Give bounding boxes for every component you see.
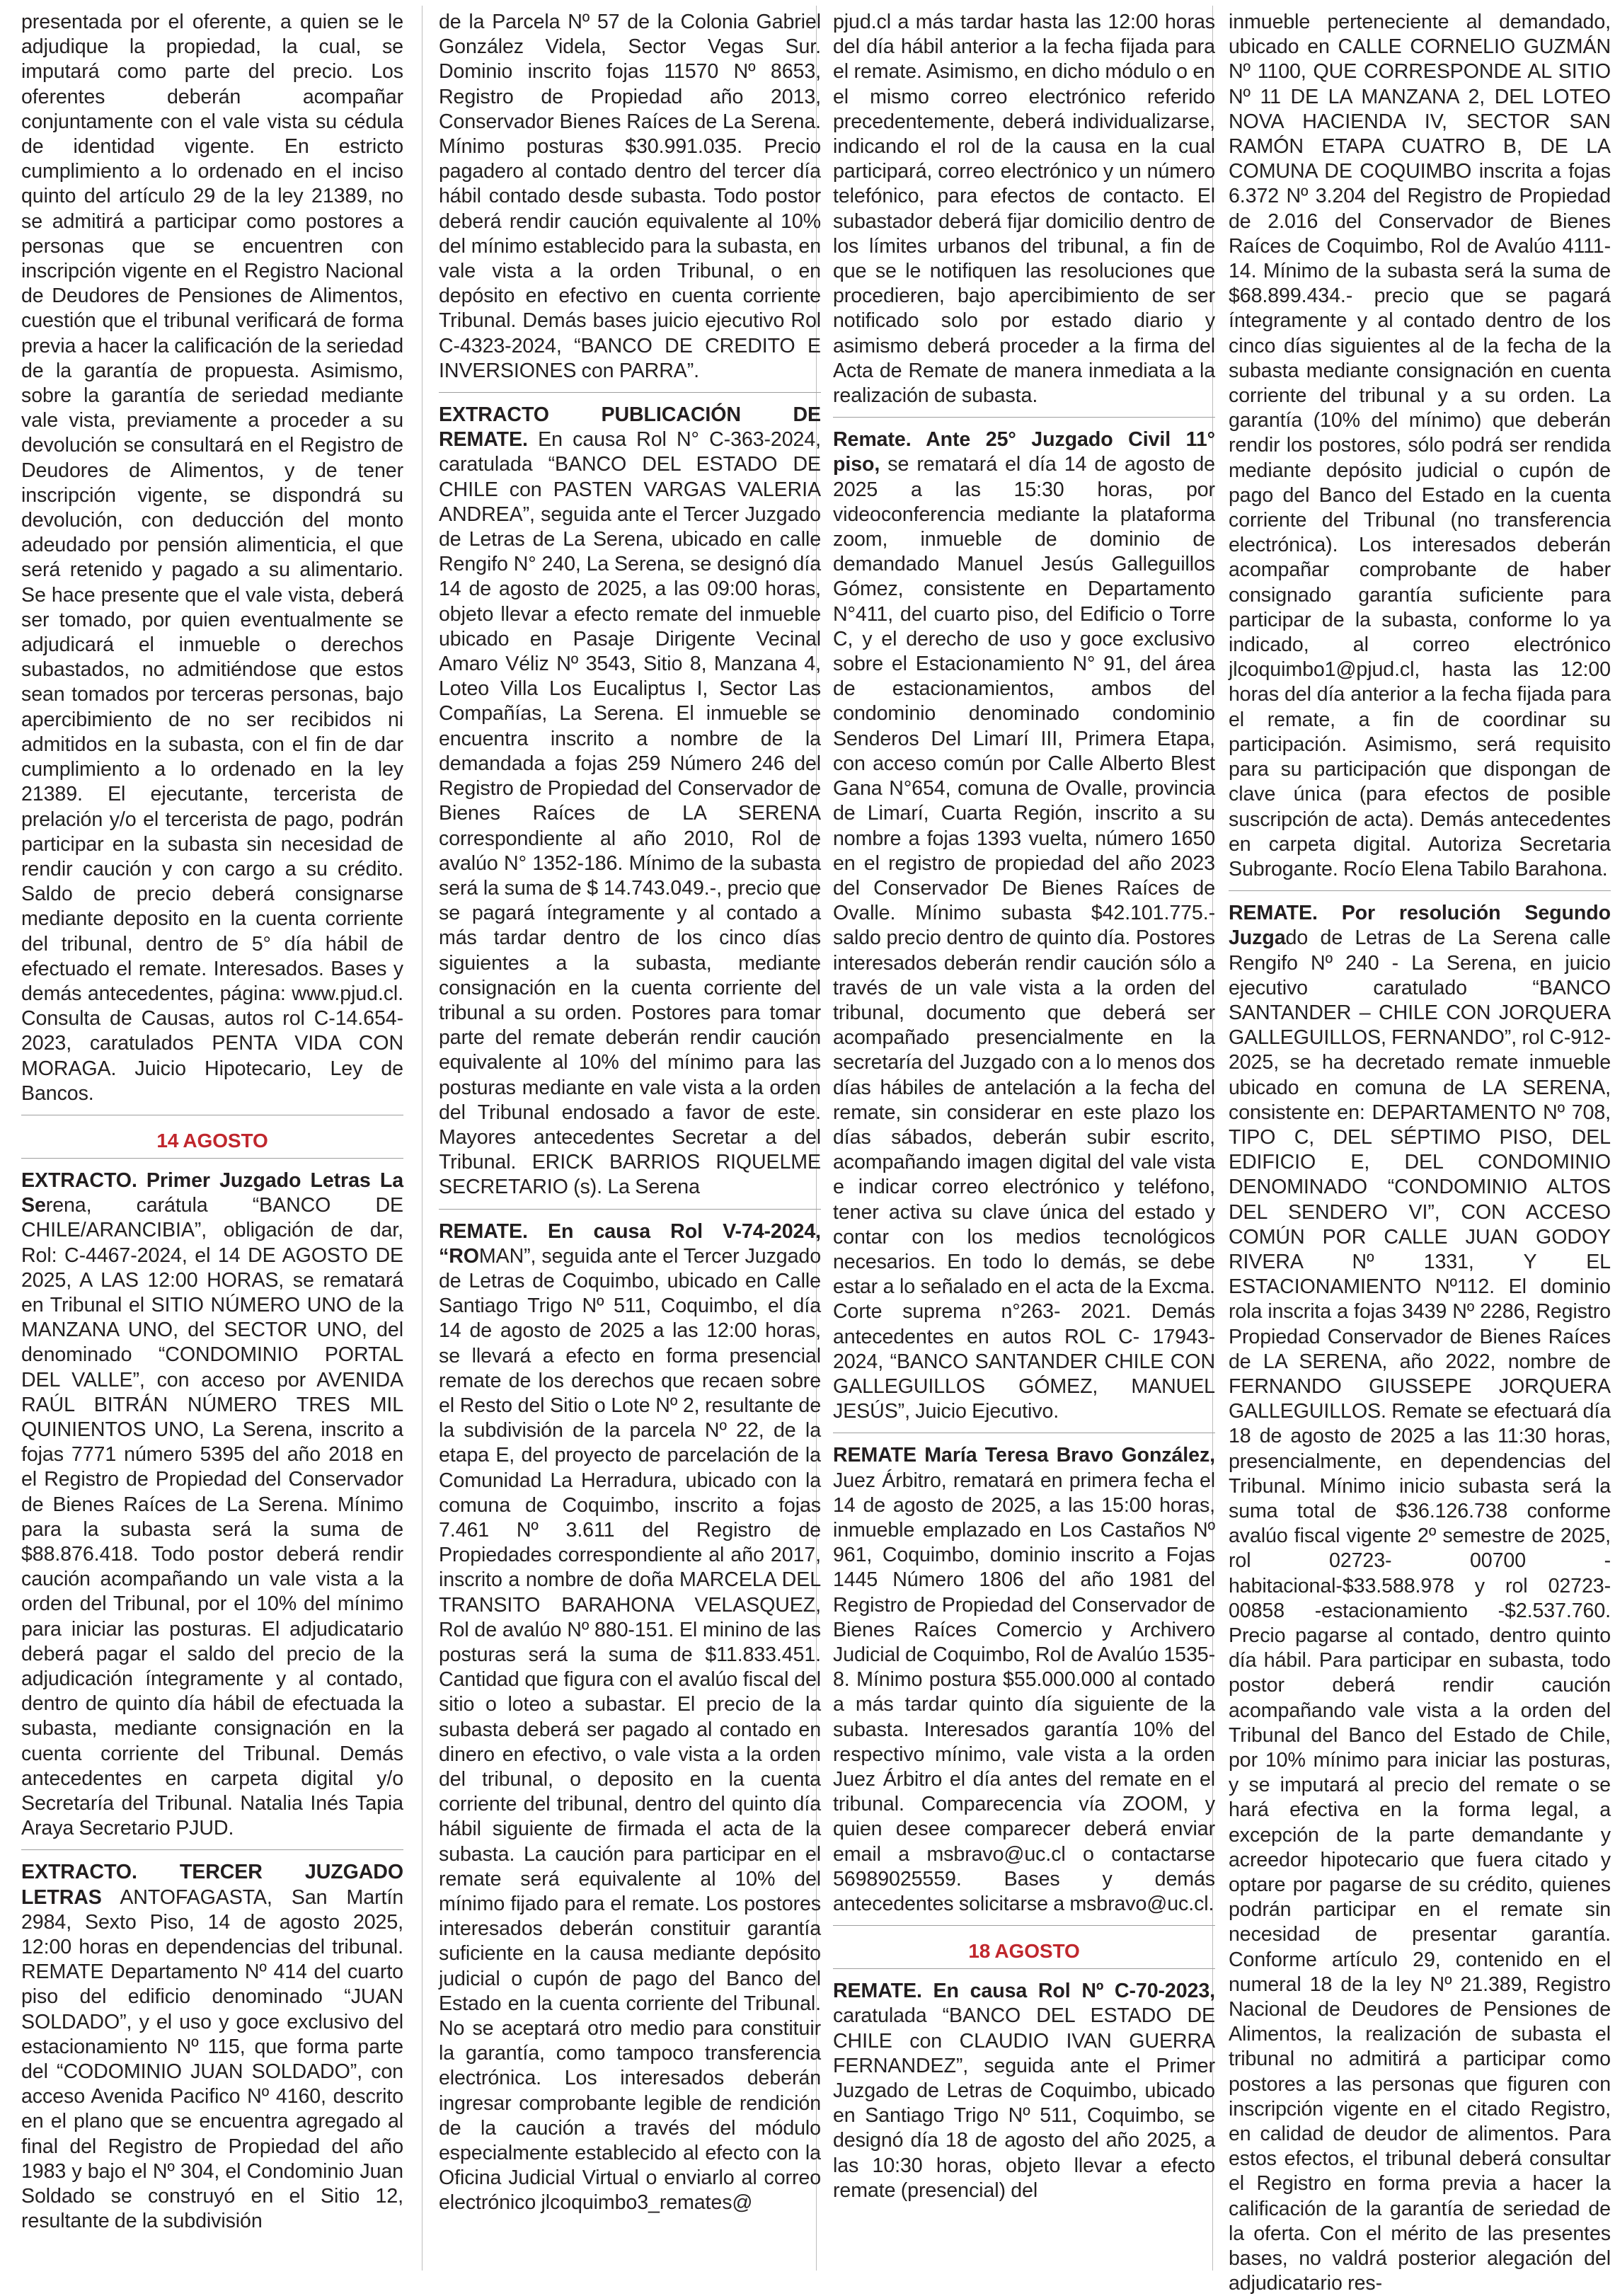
notice-body: rena, carátula “BANCO DE CHILE/ARANCIBIA”, obligación de dar, Rol: C-4467-2024, el 14 DE AGOSTO DE 2025, A LAS 12:00 HORAS, se rematará en Tribunal el SITIO NÚMERO UNO de la MANZANA UNO, del SECTOR UNO, del denominado “CONDOMINIO PORTAL DEL VALLE”, con acceso por AVENIDA RAÚL BITRÁN NÚMERO TRES MIL QUINIENTOS UNO, La Serena, inscrito a fojas 7771 número 5395 del año 2018 en el Registro de Propiedad del Conservador de Bienes Raíces de La Serena. Mínimo para la subasta será la suma de $88.876.418. Todo postor deberá rendir caución acompañando un vale vista a la orden del Tribunal, por el 10% del mínimo para iniciar las posturas. El adjudicatario deberá pagar el saldo del precio de la adjudicación íntegramente y al contado, dentro de quinto día hábil de efectuada la subasta, mediante consignación en la cuenta corriente del Tribunal. Demás antecedentes en carpeta digital y/o Secretaría del Tribunal. Natalia Inés Tapia Araya Secretario PJUD. (21, 1194, 403, 1840)
auction-notice (439, 1219, 821, 2216)
auction-notice (833, 427, 1215, 1424)
date-header: 18 AGOSTO (968, 1940, 1080, 1963)
notice-body: do de Letras de La Serena calle Rengifo Nº 240 - La Serena, en juicio ejecutivo caratulado “BANCO SANTANDER – CHILE CON JORQUERA GALLEGUILLOS, FERNANDO”, rol C-912-2025, se ha decretado remate inmueble ubicado en comuna de LA SERENA, consistente en: DEPARTAMENTO Nº 708, TIPO C, DEL SÉPTIMO PISO, DEL EDIFICIO E, DEL CONDOMINIO DENOMINADO “CONDOMINIO ALTOS DEL SENDERO VI”, CON ACCESO COMÚN POR CALLE JUAN GODOY RIVERA Nº 1331, Y EL ESTACIONAMIENTO Nº112. El dominio rola inscrita a fojas 3439 Nº 2286, Registro Propiedad Conservador de Bienes Raíces de LA SERENA, año 2022, nombre de FERNANDO GIUSSEPE JORQUERA GALLEGUILLOS. Remate se efectuará día 18 de agosto de 2025 a las 11:30 horas, presencialmente, en dependencias del Tribunal. Mínimo inicio subasta será la suma total de $36.126.738 conforme avalúo fiscal vigente 2º semestre de 2025, rol 02723- 00700 -habitacional-$33.588.978 y rol 02723-00858 -estacionamiento -$2.537.760. Precio pagarse al contado, dentro quinto día hábil. Para participar en subasta, todo postor deberá rendir caución acompañando vale vista a la orden del Tribunal del Banco del Estado de Chile, por 10% mínimo para iniciar las posturas, y se imputará al precio del remate o se hará efectiva en la forma legal, a excepción de la parte demandante y acreedor hipotecario que fuera citado y optare por pagarse de su crédito, quienes podrán participar en el remate sin necesidad de presentar garantía. Conforme artículo 29, contenido en el numeral 18 de la ley Nº 21.389, Registro Nacional de Deudores de Pensiones de Alimentos, la realización de subasta el tribunal no admitirá a participar como postores a las personas que figuren con inscripción vigente en el citado Registro, en calidad de deudor de alimentos. Para estos efectos, el tribunal deberá consultar el Registro en forma previa a hacer la calificación de la garantía de seriedad de la oferta. Con el mérito de las presentes bases, no valdrá posterior alegación del adjudicatario res- (1229, 926, 1611, 2295)
notice-heading: REMATE María Teresa Bravo González, (833, 1444, 1215, 1467)
section-rule (833, 417, 1215, 418)
notice-heading: REMATE. En causa Rol V-74-2024, “RO (439, 1219, 821, 1268)
section-rule (21, 1158, 403, 1159)
notice-continuation: presentada por el oferente, a quien se le adjudique la propiedad, la cual, se imputará como parte del precio. Los oferentes deberán acompañar conjuntamente con el vale vista su cédula de identidad vigente. En estricto cumplimiento a lo ordenado en el inciso quinto del artículo 29 de la ley 21389, no se admitirá a participar como postores a personas que se encuentren con inscripción vigente en el Registro Nacional de Deudores de Pensiones de Alimentos, cuestión que el tribunal verificará de forma previa a hacer la calificación de la seriedad de la garantía de propuesta. Asimismo, sobre la garantía de seriedad mediante vale vista, previamente a proceder a su devolución se consultará en el Registro de Deudores de Alimentos, y de tener inscripción vigente, se dispondrá su devolución, con deducción del monto adeudado por pensión alimenticia, el que será retenido y pagado a su alimentario. Se hace presente que el vale vista, deberá ser tomado, por quien eventualmente se adjudicará el inmueble o derechos subastados, no admitiéndose que estos sean tomados por terceras personas, bajo apercibimiento de no ser recibidos ni admitidos en la subasta, con el fin de dar cumplimiento a lo ordenado en la ley 21389. El ejecutante, tercerista de prelación y/o el tercerista de pago, podrán participar en la subasta sin necesidad de rendir caución y con cargo a su crédito. Saldo de precio deberá consignarse mediante deposito en la cuenta corriente del tribunal, dentro de 5° día hábil de efectuado el remate. Interesados. Bases y demás antecedentes, página: www.pjud.cl. Consulta de Causas, autos rol C-14.654-2023, caratulados PENTA VIDA CON MORAGA. Juicio Hipotecario, Ley de Bancos. (21, 11, 403, 1105)
column-2 (439, 10, 821, 2272)
auction-notice (833, 1979, 1215, 2203)
notice-heading: EXTRACTO. Primer Juzgado Letras La Se (21, 1169, 403, 1217)
auction-notice (833, 1443, 1215, 1917)
notice-body: MAN”, seguida ante el Tercer Juzgado de Letras de Coquimbo, ubicado en Calle Santiago Trigo Nº 511, Coquimbo, el día 14 de agosto de 2025 a las 12:00 horas, se llevará a efecto en forma presencial remate de los derechos que recaen sobre el Resto del Sitio o Lote Nº 2, resultante de la subdivisión de la parcela Nº 22, de la etapa E, del proyecto de parcelación de la Comunidad La Herradura, ubicado con la comuna de Coquimbo, inscrito a fojas 7.461 Nº 3.611 del Registro de Propiedades correspondiente al año 2017, inscrito a nombre de doña MARCELA DEL TRANSITO BARAHONA VELASQUEZ, Rol de avalúo Nº 880-151. El minino de las posturas será la suma de $11.833.451. Cantidad que figura con el avalúo fiscal del sitio o loteo a subastar. El precio de la subasta deberá ser pagado al contado en dinero en efectivo, o vale vista a la orden del tribunal, o deposito en la cuenta corriente del tribunal, dentro del quinto día hábil siguiente de firmada el acta de la subasta. La caución para participar en el remate será equivalente al 10% del mínimo fijado para el remate. Los postores interesados deberán constituir garantía suficiente en la causa mediante depósito judicial o cupón de pago del Banco del Estado en la cuenta corriente del Tribunal. No se aceptará otro medio para constituir la garantía, como tampoco transferencia electrónica. Los interesados deberán ingresar comprobante legible de rendición de la caución a través del módulo especialmente establecido al efecto con la Oficina Judicial Virtual o enviarlo al correo electrónico jlcoquimbo3_remates@ (439, 1244, 821, 2215)
column-4 (1229, 10, 1611, 2295)
section-rule (833, 1925, 1215, 1926)
section-rule (439, 1209, 821, 1210)
section-rule (1229, 890, 1611, 891)
notice-heading: Remate. Ante 25° Juzgado Civil 11° piso, (833, 428, 1215, 476)
notice-body: se rematará el día 14 de agosto de 2025 a las 15:30 horas, por videoconferencia mediante la plataforma zoom, inmueble de dominio de demandado Manuel Jesús Galleguillos Gómez, consistente en Departamento N°411, del cuarto piso, del Edificio o Torre C, y el derecho de uso y goce exclusivo sobre el Estacionamiento N° 91, del área de estacionamientos, ambos del condominio denominado condominio Senderos Del Limarí III, Primera Etapa, con acceso común por Calle Alberto Blest Gana N°654, comuna de Ovalle, provincia de Limarí, Cuarta Región, inscrito a su nombre a fojas 1393 vuelta, número 1650 en el registro de propiedad del año 2023 del Conservador De Bienes Raíces de Ovalle. Mínimo subasta $42.101.775.- saldo precio dentro de quinto día. Postores interesados deberán rendir caución sólo a través de un vale vista a la orden del tribunal, documento que deberá ser acompañado presencialmente en la secretaría del Juzgado con a lo menos dos días hábiles de antelación a la fecha del remate, sin considerar en este plazo los días sábados, deberán subir escrito, acompañando imagen digital del vale vista e indicar correo electrónico y teléfono, tener activa su clave única del estado y contar con los medios tecnológicos necesarios. En todo lo demás, se debe estar a lo señalado en el acta de la Excma. Corte suprema n°263- 2021. Demás antecedentes en autos ROL C- 17943-2024, “BANCO SANTANDER CHILE CON GALLEGUILLOS GÓMEZ, MANUEL JESÚS”, Juicio Ejecutivo. (833, 453, 1215, 1423)
notice-continuation: inmueble perteneciente al demandado, ubicado en CALLE CORNELIO GUZMÁN Nº 1100, QUE CORRESPONDE AL SITIO Nº 11 DE LA MANZANA 2, DEL LOTEO NOVA HACIENDA IV, SECTOR SAN RAMÓN ETAPA CUATRO B, DE LA COMUNA DE COQUIMBO inscrita a fojas 6.372 Nº 3.204 del Registro de Propiedad de 2.016 del Conservador de Bienes Raíces de Coquimbo, Rol de Avalúo 4111-14. Mínimo de la subasta será la suma de $68.899.434.- precio que se pagará íntegramente y al contado dentro de los cinco días siguientes al de la fecha de la subasta mediante consignación en cuenta corriente del tribunal y a su orden. La garantía (10% del mínimo) que deberán rendir los postores, sólo podrá ser rendida mediante depósito judicial o cupón de pago del Banco del Estado en la cuenta corriente del Tribunal (no transferencia electrónica). Los interesados deberán acompañar comprobante de haber consignado garantía suficiente para participar de la subasta, conforme lo ya indicado, al correo electrónico jlcoquimbo1@pjud.cl, hasta las 12:00 horas del día anterior a la fecha fijada para el remate, a fin de coordinar su participación. Asimismo, será requisito para su participación que dispongan de clave única (para efectos de posible suscripción de acta). Demás antecedentes en carpeta digital. Autoriza Secretaria Subrogante. Rocío Elena Tabilo Barahona. (1229, 11, 1611, 880)
auction-notice (439, 403, 821, 1200)
date-header: 14 AGOSTO (156, 1129, 268, 1152)
notice-continuation: pjud.cl a más tardar hasta las 12:00 horas del día hábil anterior a la fecha fijada para el remate. Asimismo, en dicho módulo o en el mismo correo electrónico referido precedentemente, deberá individualizarse, indicando el rol de la causa en la cual participará, correo electrónico y un número telefónico, para efectos de contacto. El subastador deberá fijar domicilio dentro de los límites urbanos del tribunal, a fin de que se le notifiquen las resoluciones que procedieren, bajo apercibimiento de ser notificado solo por estado diario y asimismo deberá proceder a la firma del Acta de Remate de manera inmediata a la realización de subasta. (833, 11, 1215, 408)
notice-heading: EXTRACTO. TERCER JUZGADO LETRAS (21, 1861, 403, 1909)
auction-notice (1229, 901, 1611, 2296)
column-3 (833, 10, 1215, 2272)
notice-body: Juez Árbitro, rematará en primera fecha el 14 de agosto de 2025, a las 15:00 horas, inmueble emplazado en Los Castaños Nº 961, Coquimbo, dominio inscrito a Fojas 1445 Número 1806 del año 1981 del Registro de Propiedad del Conservador de Bienes Raíces Comercio y Archivero Judicial de Coquimbo, Rol de Avalúo 1535-8. Mínimo postura $55.000.000 al contado a más tardar quinto día siguiente de la subasta. Interesados garantía 10% del respectivo mínimo, vale vista a la orden Juez Árbitro el día antes del remate en el tribunal. Comparecencia vía ZOOM, y quien desee comparecer deberá enviar email a msbravo@uc.cl o contactarse 56989025559. Bases y demás antecedentes solicitarse a msbravo@uc.cl. (833, 1469, 1215, 1916)
notice-heading: REMATE. En causa Rol Nº C-70-2023, (833, 1980, 1215, 2003)
notice-heading: EXTRACTO PUBLICACIÓN DE REMATE. (439, 403, 821, 452)
section-rule (21, 1849, 403, 1850)
column-divider (422, 6, 423, 2271)
notice-continuation: de la Parcela Nº 57 de la Colonia Gabriel González Videla, Sector Vegas Sur. Dominio inscrito fojas 11570 Nº 8653, Registro de Propiedad año 2013, Conservador Bienes Raíces de La Serena. Mínimo posturas $30.991.035. Precio pagadero al contado dentro del tercer día hábil contado desde subasta. Todo postor deberá rendir caución equivalente al 10% del mínimo establecido para la subasta, en vale vista a la orden Tribunal, o en depósito en efectivo en cuenta corriente Tribunal. Demás bases juicio ejecutivo Rol C-4323-2024, “BANCO DE CREDITO E INVERSIONES con PARRA”. (439, 11, 821, 382)
auction-notice (21, 1169, 403, 1841)
auction-notice (21, 1860, 403, 2234)
section-rule (833, 1968, 1215, 1969)
notice-body: caratulada “BANCO DEL ESTADO DE CHILE con CLAUDIO IVAN GUERRA FERNANDEZ”, seguida ante el Primer Juzgado de Letras de Coquimbo, ubicado en Santiago Trigo Nº 511, Coquimbo, se designó día 18 de agosto del año 2025, a las 10:30 horas, objeto llevar a efecto remate (presencial) del (833, 2004, 1215, 2202)
notice-body: ANTOFAGASTA, San Martín 2984, Sexto Piso, 14 de agosto 2025, 12:00 horas en dependencias del tribunal. REMATE Departamento Nº 414 del cuarto piso del edificio denominado “JUAN SOLDADO”, y el uso y goce exclusivo del estacionamiento Nº 115, que forma parte del “CODOMINIO JUAN SOLDADO”, con acceso Avenida Pacifico Nº 4160, descrito en el plano que se encuentra agregado al final del Registro de Propiedad del año 1983 y bajo el Nº 304, el Condominio Juan Soldado se construyó en el Sitio 12, resultante de la subdivisión (21, 1885, 403, 2233)
section-rule (439, 392, 821, 393)
column-1 (21, 10, 403, 2272)
notice-heading: REMATE. Por resolución Segundo Juzga (1229, 902, 1611, 950)
notice-body: En causa Rol N° C-363-2024, caratulada “BANCO DEL ESTADO DE CHILE con PASTEN VARGAS VALERIA ANDREA”, seguida ante el Tercer Juzgado de Letras de La Serena, ubicado en calle Rengifo N° 240, La Serena, se designó día 14 de agosto de 2025, a las 09:00 horas, objeto llevar a efecto remate del inmueble ubicado en Pasaje Dirigente Vecinal Amaro Véliz Nº 3543, Sitio 8, Manzana 4, Loteo Villa Los Eucaliptus I, Sector Las Compañías, La Serena. El inmueble se encuentra inscrito a nombre de la demandada a fojas 259 Número 246 del Registro de Propiedad del Conservador de Bienes Raíces de LA SERENA correspondiente al año 2010, Rol de avalúo N° 1352-186. Mínimo de la subasta será la suma de $ 14.743.049.-, precio que se pagará íntegramente y al contado a más tardar dentro de los cinco días siguientes a la subasta, mediante consignación en la cuenta corriente del tribunal a su orden. Postores para tomar parte del remate deberán rendir caución equivalente al 10% del mínimo para las posturas mediante en vale vista a la orden del Tribunal endosado a favor de este. Mayores antecedentes Secretar a del Tribunal. ERICK BARRIOS RIQUELME SECRETARIO (s). La Serena (439, 428, 821, 1199)
